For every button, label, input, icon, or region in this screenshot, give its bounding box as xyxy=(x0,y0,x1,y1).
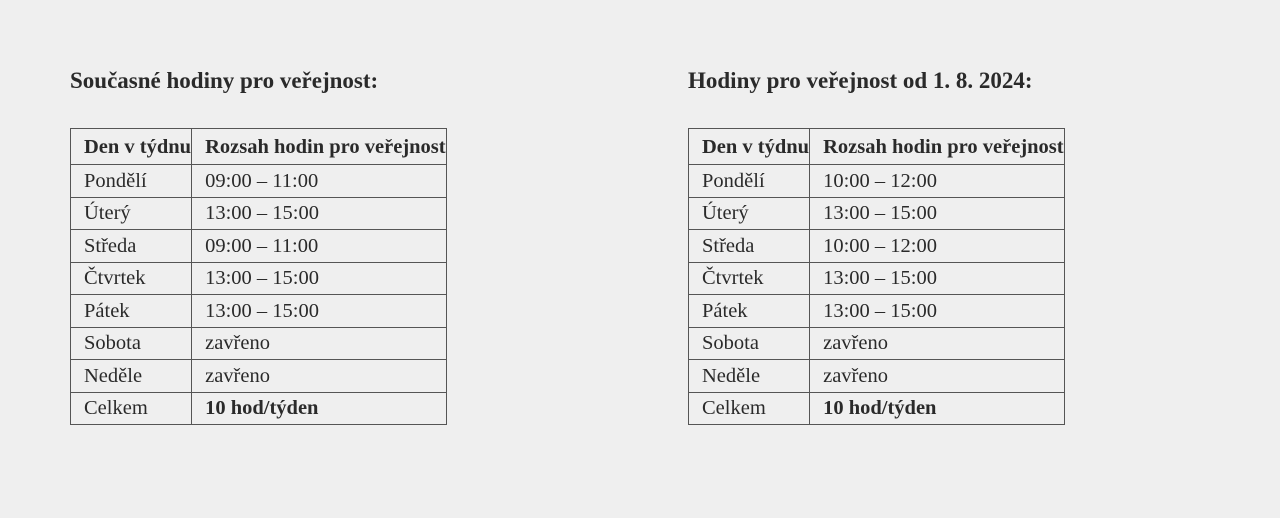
table-row xyxy=(689,327,1065,360)
total-hours-cell: 10 hod/týden xyxy=(192,392,447,425)
day-cell: Čtvrtek xyxy=(71,262,192,295)
table-row xyxy=(689,360,1065,393)
column-header-hours: Rozsah hodin pro veřejnost xyxy=(192,129,447,165)
hours-cell: 13:00 – 15:00 xyxy=(810,295,1065,328)
hours-cell: zavřeno xyxy=(192,327,447,360)
hours-cell: 09:00 – 11:00 xyxy=(192,165,447,198)
day-cell: Středa xyxy=(689,230,810,263)
day-cell: Pátek xyxy=(71,295,192,328)
total-hours-cell: 10 hod/týden xyxy=(810,392,1065,425)
day-cell: Neděle xyxy=(689,360,810,393)
hours-cell: 10:00 – 12:00 xyxy=(810,230,1065,263)
table-row xyxy=(71,262,447,295)
day-cell: Pondělí xyxy=(71,165,192,198)
hours-cell: 13:00 – 15:00 xyxy=(192,262,447,295)
hours-cell: 13:00 – 15:00 xyxy=(810,262,1065,295)
column-header-day: Den v týdnu xyxy=(71,129,192,165)
day-cell: Sobota xyxy=(689,327,810,360)
table-header-row xyxy=(689,129,1065,165)
hours-cell: 13:00 – 15:00 xyxy=(810,197,1065,230)
day-cell: Úterý xyxy=(71,197,192,230)
hours-cell: 10:00 – 12:00 xyxy=(810,165,1065,198)
column-header-day: Den v týdnu xyxy=(689,129,810,165)
table-row xyxy=(689,295,1065,328)
column-header-hours: Rozsah hodin pro veřejnost xyxy=(810,129,1065,165)
day-cell: Neděle xyxy=(71,360,192,393)
day-cell: Pondělí xyxy=(689,165,810,198)
table-row xyxy=(689,230,1065,263)
table-row xyxy=(689,197,1065,230)
table-header-row xyxy=(71,129,447,165)
hours-cell: zavřeno xyxy=(192,360,447,393)
day-cell: Čtvrtek xyxy=(689,262,810,295)
table-row xyxy=(71,230,447,263)
table-row xyxy=(71,165,447,198)
hours-cell: zavřeno xyxy=(810,360,1065,393)
new-hours-heading: Hodiny pro veřejnost od 1. 8. 2024: xyxy=(688,68,1033,93)
table-row xyxy=(71,327,447,360)
hours-cell: zavřeno xyxy=(810,327,1065,360)
total-row xyxy=(71,392,447,425)
new-hours-table xyxy=(688,128,1065,425)
day-cell: Sobota xyxy=(71,327,192,360)
hours-cell: 13:00 – 15:00 xyxy=(192,295,447,328)
day-cell: Středa xyxy=(71,230,192,263)
table-row xyxy=(689,262,1065,295)
table-row xyxy=(71,295,447,328)
hours-cell: 09:00 – 11:00 xyxy=(192,230,447,263)
total-label-cell: Celkem xyxy=(71,392,192,425)
table-row xyxy=(689,165,1065,198)
hours-cell: 13:00 – 15:00 xyxy=(192,197,447,230)
total-row xyxy=(689,392,1065,425)
day-cell: Úterý xyxy=(689,197,810,230)
total-label-cell: Celkem xyxy=(689,392,810,425)
day-cell: Pátek xyxy=(689,295,810,328)
current-hours-heading: Současné hodiny pro veřejnost: xyxy=(70,68,379,93)
table-row xyxy=(71,360,447,393)
table-row xyxy=(71,197,447,230)
current-hours-table xyxy=(70,128,447,425)
